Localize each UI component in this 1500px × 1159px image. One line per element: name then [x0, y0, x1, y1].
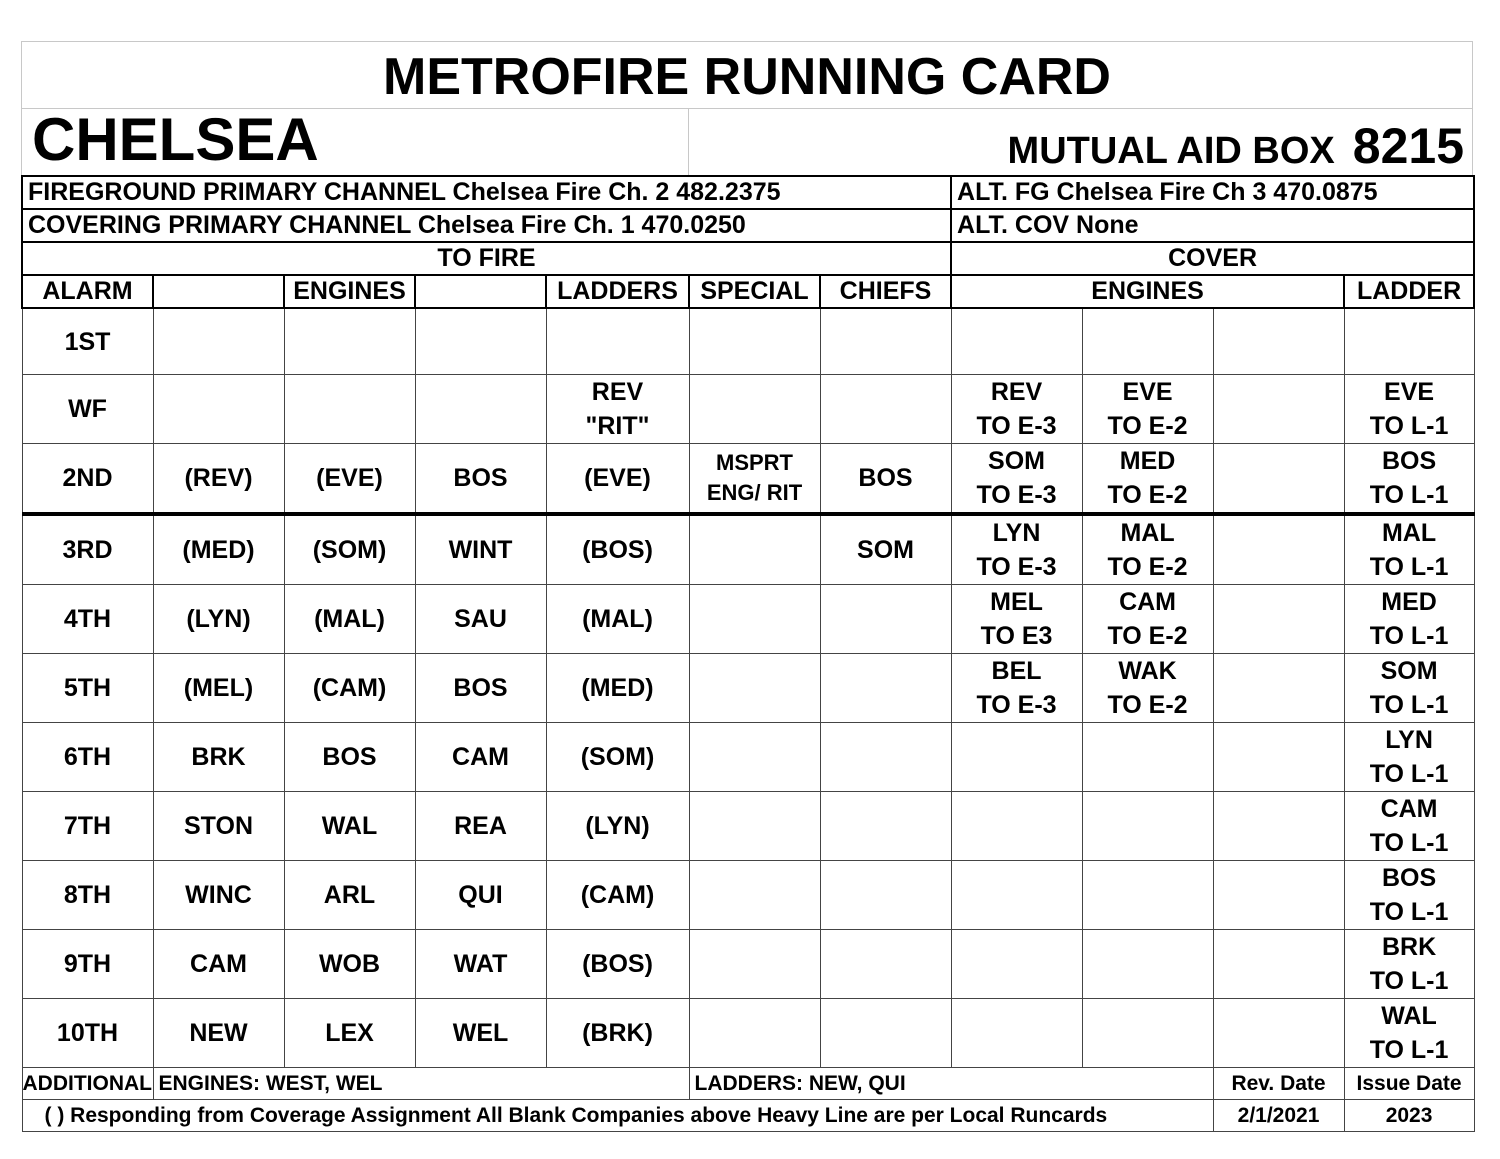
cover-engine-cell-line: TO E-2	[1107, 553, 1188, 581]
cover-ladder-cell	[1344, 585, 1474, 654]
cover-engine-cell-line: CAM	[1119, 588, 1176, 616]
ladder-cell-line: (CAM)	[580, 881, 655, 909]
cover-engine-cell-line: MED	[1119, 447, 1176, 475]
engine-cell: WINC	[153, 861, 284, 930]
ladder-cell-line: (MED)	[581, 674, 654, 702]
cover-engine-cell-line: TO E-2	[1107, 691, 1188, 719]
cover-engine-cell	[951, 585, 1082, 654]
covering-channel: COVERING PRIMARY CHANNEL Chelsea Fire Ch. 1 470.0250	[22, 209, 951, 242]
cover-engines-header: ENGINES	[951, 275, 1344, 308]
chief-cell	[820, 792, 951, 861]
engine-cell	[415, 375, 546, 444]
ladder-cell-line: (BOS)	[582, 536, 653, 564]
engine-cell: (SOM)	[284, 514, 415, 585]
cover-engine-cell	[1082, 585, 1213, 654]
cover-engine-cell-line: REV	[990, 378, 1043, 406]
ladders-header: LADDERS	[546, 275, 689, 308]
to-fire-header: TO FIRE	[22, 242, 951, 275]
alarm-level: 2ND	[22, 444, 153, 515]
footer-row-2	[22, 1100, 1474, 1132]
cover-engine-cell	[1213, 375, 1344, 444]
cover-ladder-cell-line: SOM	[1380, 657, 1438, 685]
cover-ladder-cell	[1344, 514, 1474, 585]
cover-engine-cell	[1213, 654, 1344, 723]
ladder-cell-line: (BOS)	[582, 950, 653, 978]
issue-date-label: Issue Date	[1344, 1068, 1474, 1100]
special-cell	[689, 999, 820, 1068]
city-name: CHELSEA	[32, 106, 319, 173]
ladder-cell-line: (EVE)	[584, 464, 651, 492]
ladder-cell-line: (BRK)	[582, 1019, 653, 1047]
engine-cell: ARL	[284, 861, 415, 930]
engine-cell: WAL	[284, 792, 415, 861]
engine-cell: WEL	[415, 999, 546, 1068]
cover-ladder-cell-line: TO L-1	[1369, 622, 1449, 650]
cover-ladder-cell-line: TO L-1	[1369, 1036, 1449, 1064]
cover-engine-cell	[1082, 861, 1213, 930]
cover-engine-cell	[951, 792, 1082, 861]
ladder-cell	[546, 723, 689, 792]
cover-engine-cell	[1082, 444, 1213, 515]
cover-ladder-cell-line: WAL	[1381, 1002, 1437, 1030]
cover-ladder-cell-line: BOS	[1381, 447, 1437, 475]
alarm-level: 5TH	[22, 654, 153, 723]
footer-row-1	[22, 1068, 1474, 1100]
alarm-level: 7TH	[22, 792, 153, 861]
engine-cell: (MEL)	[153, 654, 284, 723]
city-row	[21, 106, 1473, 175]
chief-cell	[820, 585, 951, 654]
engine-cell: (EVE)	[284, 444, 415, 515]
chief-cell	[820, 930, 951, 999]
alarm-level: 4TH	[22, 585, 153, 654]
ladder-cell	[546, 930, 689, 999]
chief-cell: BOS	[820, 444, 951, 515]
ladder-cell	[546, 585, 689, 654]
cover-ladder-cell-line: TO L-1	[1369, 967, 1449, 995]
header-blank	[153, 275, 284, 308]
cover-ladder-cell	[1344, 930, 1474, 999]
card-title: METROFIRE RUNNING CARD	[21, 41, 1473, 109]
engine-cell: BOS	[415, 654, 546, 723]
cover-engine-cell	[1213, 792, 1344, 861]
alarm-row	[22, 585, 1474, 654]
alarm-header: ALARM	[22, 275, 153, 308]
engine-cell	[284, 375, 415, 444]
alarm-row	[22, 930, 1474, 999]
cover-engine-cell-line: TO E3	[980, 622, 1053, 650]
chief-cell	[820, 723, 951, 792]
alarm-row	[22, 861, 1474, 930]
section-header-row	[22, 242, 1474, 275]
cover-engine-cell-line: WAK	[1118, 657, 1177, 685]
cover-engine-cell	[1082, 930, 1213, 999]
alarm-row	[22, 375, 1474, 444]
box-label: MUTUAL AID BOX	[1007, 130, 1335, 172]
alarm-rows	[22, 308, 1474, 1068]
engines-header: ENGINES	[284, 275, 415, 308]
special-cell	[689, 308, 820, 375]
cover-engine-cell	[1213, 999, 1344, 1068]
engine-cell: (MED)	[153, 514, 284, 585]
special-cell	[689, 514, 820, 585]
special-cell	[689, 585, 820, 654]
cover-engine-cell	[1213, 585, 1344, 654]
cover-ladder-header: LADDER	[1344, 275, 1474, 308]
rev-date: 2/1/2021	[1213, 1100, 1344, 1132]
cover-ladder-cell-line: EVE	[1384, 378, 1435, 406]
box-number: 8215	[1352, 118, 1464, 174]
engine-cell	[153, 375, 284, 444]
alarm-level: 10TH	[22, 999, 153, 1068]
cover-ladder-cell	[1344, 861, 1474, 930]
cover-engine-cell	[951, 654, 1082, 723]
ladder-cell	[546, 514, 689, 585]
engine-cell: (CAM)	[284, 654, 415, 723]
engine-cell	[284, 308, 415, 375]
special-cell-line: ENG/ RIT	[706, 480, 803, 505]
cover-ladder-cell	[1344, 308, 1474, 375]
engine-cell: QUI	[415, 861, 546, 930]
special-cell	[689, 861, 820, 930]
engine-cell	[415, 308, 546, 375]
column-header-row	[22, 275, 1474, 308]
cover-ladder-cell	[1344, 999, 1474, 1068]
cover-ladder-cell-line: MAL	[1381, 519, 1437, 547]
cover-engine-cell-line: SOM	[988, 447, 1045, 475]
engine-cell: STON	[153, 792, 284, 861]
cover-engine-cell	[1213, 861, 1344, 930]
ladder-cell-line: (MAL)	[582, 605, 653, 633]
cover-engine-cell-line: TO E-3	[976, 691, 1057, 719]
cover-engine-cell-line: TO E-2	[1107, 481, 1188, 509]
special-header: SPECIAL	[689, 275, 820, 308]
cover-engine-cell-line: TO E-3	[976, 553, 1057, 581]
cover-engine-cell	[951, 308, 1082, 375]
alarm-row	[22, 444, 1474, 515]
cover-engine-cell	[951, 514, 1082, 585]
cover-ladder-cell-line: TO L-1	[1369, 829, 1449, 857]
alarm-level: 1ST	[22, 308, 153, 375]
special-cell-line: MSPRT	[716, 450, 793, 475]
cover-engine-cell	[951, 999, 1082, 1068]
cover-engine-cell	[951, 861, 1082, 930]
ladder-cell-line: (LYN)	[585, 812, 650, 840]
chief-cell	[820, 654, 951, 723]
engine-cell: WAT	[415, 930, 546, 999]
mutual-aid-box	[1008, 117, 1464, 175]
cover-ladder-cell-line: LYN	[1385, 726, 1433, 754]
alarm-row	[22, 723, 1474, 792]
special-cell	[689, 654, 820, 723]
cover-engine-cell	[1082, 514, 1213, 585]
ladder-cell-line: (SOM)	[580, 743, 655, 771]
alarm-row	[22, 999, 1474, 1068]
cover-engine-cell-line: EVE	[1122, 378, 1173, 406]
footer-note: ( ) Responding from Coverage Assignment All Blank Companies above Heavy Line are per Local Runcards	[22, 1100, 1213, 1132]
cover-engine-cell	[1213, 444, 1344, 515]
cover-ladder-cell	[1344, 654, 1474, 723]
ladder-cell-line: REV	[591, 378, 644, 406]
fireground-channel-row	[22, 176, 1474, 209]
ladder-cell	[546, 654, 689, 723]
chief-cell	[820, 308, 951, 375]
special-cell	[689, 930, 820, 999]
cover-engine-cell	[1082, 999, 1213, 1068]
chief-cell	[820, 999, 951, 1068]
alarm-row	[22, 308, 1474, 375]
cover-ladder-cell-line: TO L-1	[1369, 412, 1449, 440]
cover-engine-cell-line: BEL	[991, 657, 1042, 685]
cover-engine-cell	[1082, 723, 1213, 792]
cover-ladder-cell-line: TO L-1	[1369, 691, 1449, 719]
cover-ladder-cell	[1344, 792, 1474, 861]
ladder-cell	[546, 861, 689, 930]
engine-cell: BRK	[153, 723, 284, 792]
ladder-cell	[546, 792, 689, 861]
cover-engine-cell	[951, 723, 1082, 792]
alarm-row	[22, 792, 1474, 861]
cover-header: COVER	[951, 242, 1474, 275]
cover-ladder-cell-line: TO L-1	[1369, 553, 1449, 581]
special-cell	[689, 444, 820, 515]
header-blank	[415, 275, 546, 308]
cover-engine-cell-line: TO E-3	[976, 481, 1057, 509]
cover-engine-cell-line: TO E-2	[1107, 622, 1188, 650]
cover-ladder-cell	[1344, 444, 1474, 515]
engine-cell: WINT	[415, 514, 546, 585]
engine-cell	[153, 308, 284, 375]
alarm-level: 6TH	[22, 723, 153, 792]
cover-engine-cell	[1082, 654, 1213, 723]
alarm-row	[22, 514, 1474, 585]
cover-ladder-cell	[1344, 375, 1474, 444]
cover-ladder-cell-line: TO L-1	[1369, 760, 1449, 788]
cover-engine-cell	[951, 375, 1082, 444]
cover-engine-cell-line: MEL	[990, 588, 1043, 616]
ladder-cell-line: "RIT"	[585, 412, 650, 440]
rev-date-label: Rev. Date	[1213, 1068, 1344, 1100]
chief-cell	[820, 375, 951, 444]
cover-engine-cell-line: TO E-3	[976, 412, 1057, 440]
engine-cell: NEW	[153, 999, 284, 1068]
alt-cov-channel: ALT. COV None	[951, 209, 1474, 242]
engine-cell: (MAL)	[284, 585, 415, 654]
cover-engine-cell	[1213, 723, 1344, 792]
cover-engine-cell	[1082, 308, 1213, 375]
alarm-level: 3RD	[22, 514, 153, 585]
covering-channel-row	[22, 209, 1474, 242]
engine-cell: (REV)	[153, 444, 284, 515]
special-cell	[689, 792, 820, 861]
alarm-level: WF	[22, 375, 153, 444]
cover-ladder-cell-line: TO L-1	[1369, 898, 1449, 926]
engine-cell: SAU	[415, 585, 546, 654]
cover-ladder-cell-line: BRK	[1381, 933, 1437, 961]
issue-date: 2023	[1344, 1100, 1474, 1132]
alarm-level: 8TH	[22, 861, 153, 930]
ladder-cell	[546, 999, 689, 1068]
cover-engine-cell-line: TO E-2	[1107, 412, 1188, 440]
cover-engine-cell-line: LYN	[992, 519, 1041, 547]
cover-ladder-cell-line: BOS	[1381, 864, 1437, 892]
chiefs-header: CHIEFS	[820, 275, 951, 308]
ladder-cell	[546, 308, 689, 375]
cover-engine-cell	[951, 444, 1082, 515]
cover-ladder-cell-line: TO L-1	[1369, 481, 1449, 509]
ladder-cell	[546, 444, 689, 515]
divider	[688, 109, 689, 175]
chief-cell	[820, 861, 951, 930]
engine-cell: (LYN)	[153, 585, 284, 654]
engine-cell: BOS	[415, 444, 546, 515]
engine-cell: WOB	[284, 930, 415, 999]
engine-cell: REA	[415, 792, 546, 861]
cover-engine-cell	[1213, 930, 1344, 999]
cover-engine-cell	[1082, 792, 1213, 861]
additional-ladders: LADDERS: NEW, QUI	[689, 1068, 1213, 1100]
engine-cell: BOS	[284, 723, 415, 792]
cover-engine-cell	[1082, 375, 1213, 444]
additional-label: ADDITIONAL	[22, 1068, 153, 1100]
special-cell	[689, 723, 820, 792]
engine-cell: LEX	[284, 999, 415, 1068]
cover-engine-cell-line: MAL	[1120, 519, 1175, 547]
cover-ladder-cell-line: MED	[1381, 588, 1437, 616]
cover-engine-cell	[1213, 514, 1344, 585]
cover-ladder-cell	[1344, 723, 1474, 792]
cover-engine-cell	[1213, 308, 1344, 375]
alarm-row	[22, 654, 1474, 723]
special-cell	[689, 375, 820, 444]
engine-cell: CAM	[415, 723, 546, 792]
additional-engines: ENGINES: WEST, WEL	[153, 1068, 689, 1100]
alt-fg-channel: ALT. FG Chelsea Fire Ch 3 470.0875	[951, 176, 1474, 209]
cover-engine-cell	[951, 930, 1082, 999]
fireground-channel: FIREGROUND PRIMARY CHANNEL Chelsea Fire Ch. 2 482.2375	[22, 176, 951, 209]
ladder-cell	[546, 375, 689, 444]
alarm-level: 9TH	[22, 930, 153, 999]
chief-cell: SOM	[820, 514, 951, 585]
engine-cell: CAM	[153, 930, 284, 999]
cover-ladder-cell-line: CAM	[1380, 795, 1438, 823]
running-card-table	[21, 175, 1475, 1132]
